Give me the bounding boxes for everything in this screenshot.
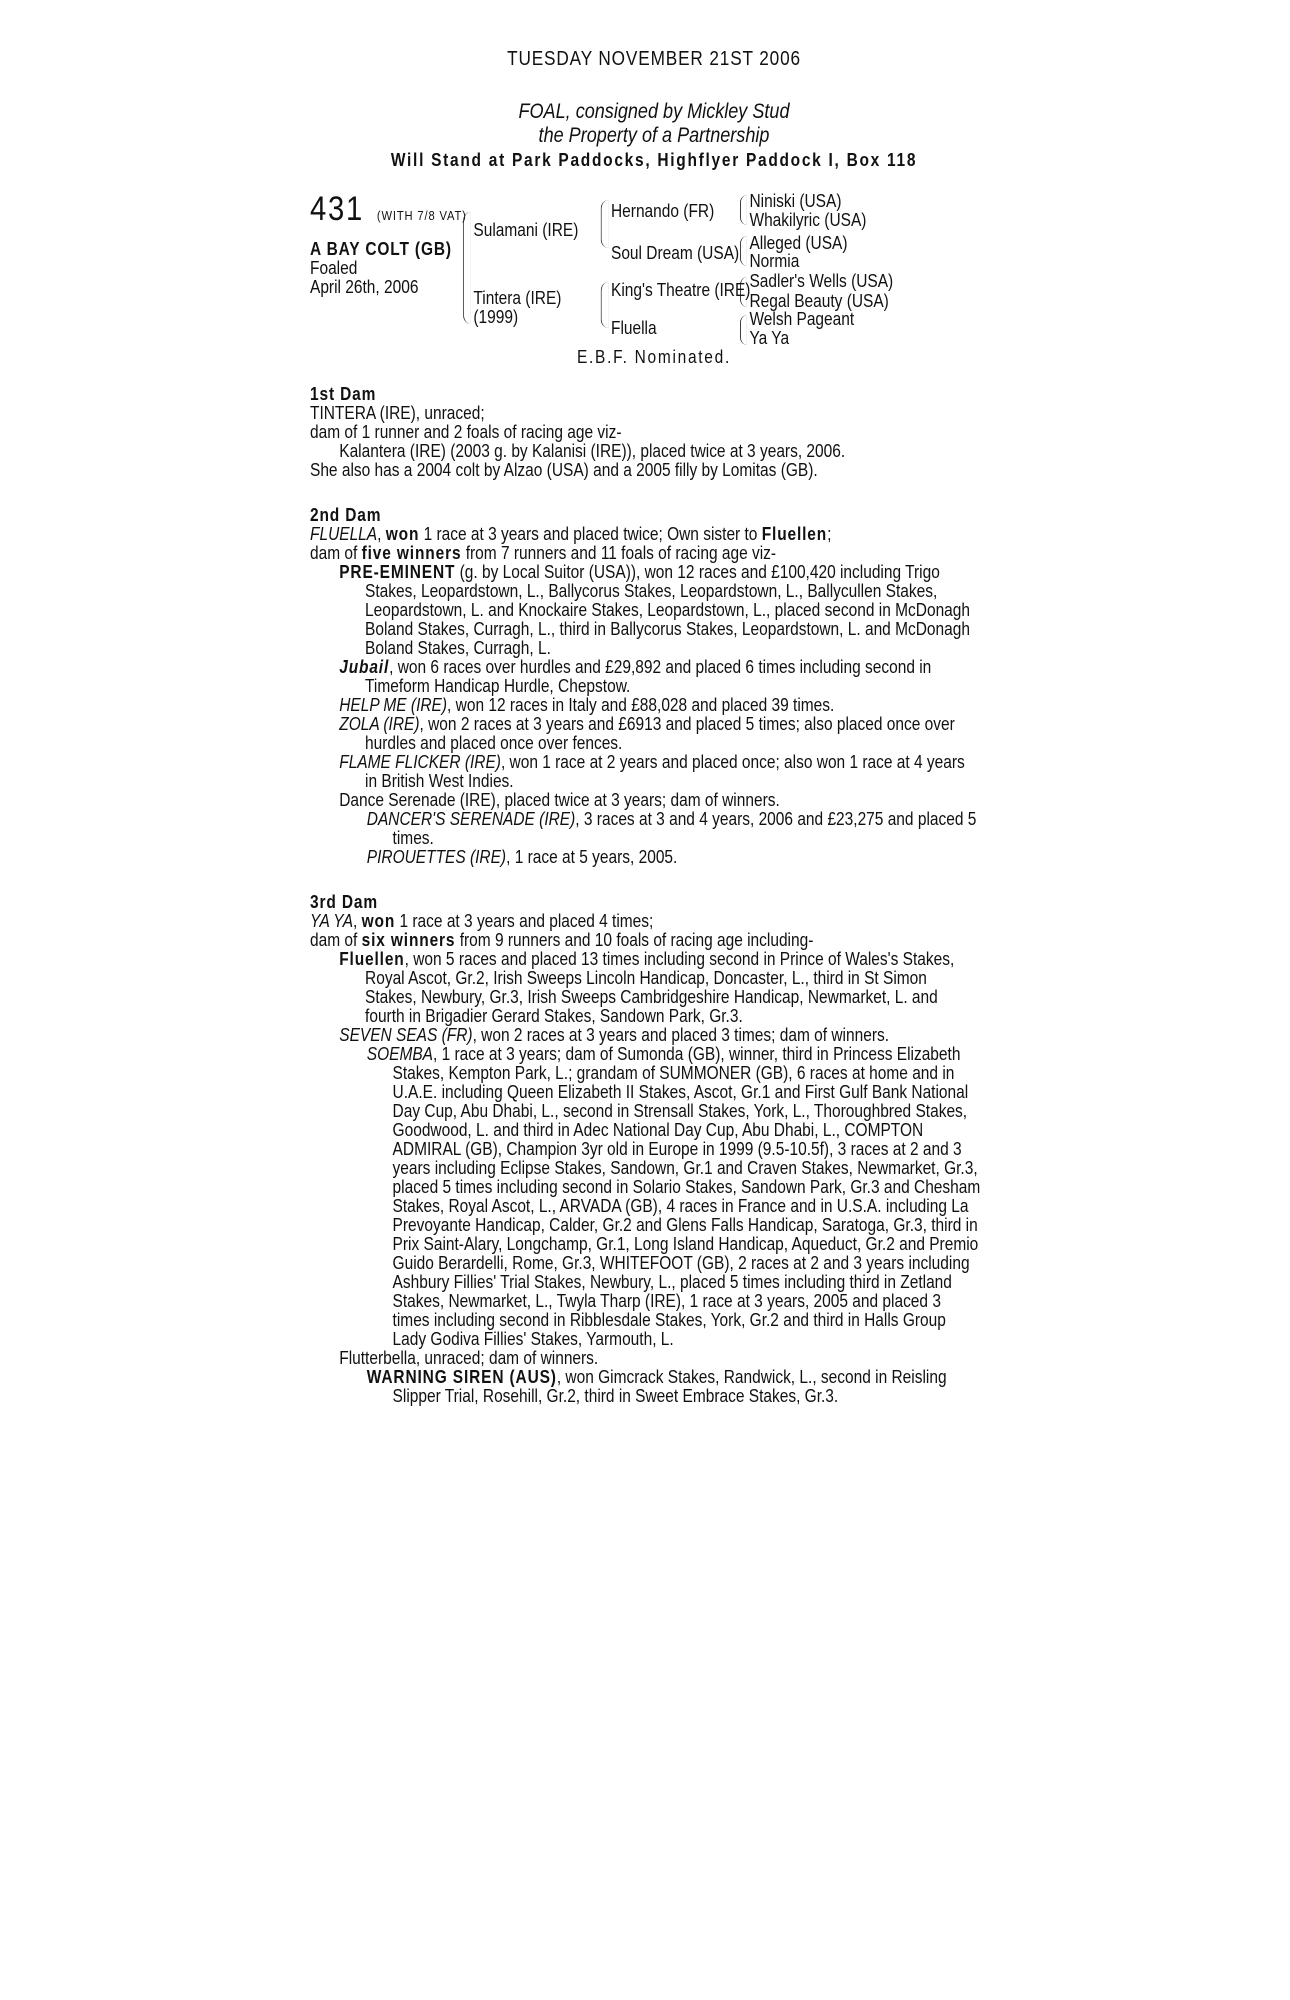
pedigree-brace [463, 212, 471, 324]
progeny-entry: Dance Serenade (IRE), placed twice at 3 years; dam of winners. [339, 790, 780, 810]
foaled-label: Foaled [310, 258, 358, 278]
second-dam-summary: dam of five winners from 7 runners and 11 foals of racing age viz- [310, 543, 777, 563]
pedigree-sire: Sulamani (IRE) [473, 220, 579, 240]
first-dam-heading: 1st Dam [310, 384, 377, 404]
stand-location: Will Stand at Park Paddocks, Highflyer Paddock I, Box 118 [390, 150, 918, 170]
lot-header [310, 190, 467, 229]
third-dam-intro: YA YA, won 1 race at 3 years and placed 4 times; [310, 911, 654, 931]
horse-name: A BAY COLT (GB) [310, 239, 452, 259]
pedigree-ds: King's Theatre (IRE) [611, 280, 751, 300]
progeny-entry: PRE-EMINENT (g. by Local Suitor (USA)), won 12 races and £100,420 including Trigo Stakes, Leopardstown, L., Ballycorus Stakes, Leopardstown, L., Ballycullen Stakes, Leopardstown, L. and Knockaire Stakes, Leopardstown, L., placed second in McDonagh Boland Stakes, Curragh, L., third in Ballycorus Stakes, Leopardstown, L. and McDonagh Boland Stakes, Curragh, L. [339, 562, 971, 658]
foaled-date: April 26th, 2006 [310, 277, 419, 297]
pedigree-brace [601, 200, 609, 248]
progeny-entry: SEVEN SEAS (FR), won 2 races at 3 years and placed 3 times; dam of winners. [339, 1025, 890, 1045]
pedigree-dam: Tintera (IRE) [473, 288, 562, 308]
grand-progeny-entry: DANCER'S SERENADE (IRE), 3 races at 3 and 4 years, 2006 and £23,275 and placed 5 times. [366, 809, 977, 848]
first-dam-progeny: Kalantera (IRE) (2003 g. by Kalanisi (IRE)), placed twice at 3 years, 2006. [339, 441, 846, 461]
lot-number: 431 [310, 190, 364, 228]
third-dam-summary: dam of six winners from 9 runners and 10 foals of racing age including- [310, 930, 814, 950]
progeny-entry: HELP ME (IRE), won 12 races in Italy and £88,028 and placed 39 times. [339, 695, 835, 715]
pedigree-sdd: Normia [749, 251, 800, 271]
progeny-entry: Jubail, won 6 races over hurdles and £29,892 and placed 6 times including second in Timeform Handicap Hurdle, Chepstow. [339, 657, 932, 696]
grand-progeny-entry: WARNING SIREN (AUS), won Gimcrack Stakes, Randwick, L., second in Reisling Slipper Trial, Rosehill, Gr.2, third in Sweet Embrace Stakes, Gr.3. [366, 1367, 947, 1406]
pedigree-sss: Niniski (USA) [749, 191, 842, 211]
grand-progeny-entry: PIROUETTES (IRE), 1 race at 5 years, 2005. [366, 847, 678, 867]
pedigree-dsd: Regal Beauty (USA) [749, 291, 889, 311]
pedigree-ddd: Ya Ya [749, 328, 790, 348]
pedigree-sd: Soul Dream (USA) [611, 243, 740, 263]
pedigree-dd: Fluella [611, 318, 657, 338]
vat-note: (WITH 7/8 VAT) [376, 208, 467, 223]
third-dam-heading: 3rd Dam [310, 892, 378, 912]
pedigree-brace [601, 282, 609, 328]
ebf-note: E.B.F. Nominated. [576, 347, 731, 367]
pedigree-brace [740, 315, 747, 345]
pedigree-dds: Welsh Pageant [749, 309, 855, 329]
second-dam-intro: FLUELLA, won 1 race at 3 years and placed twice; Own sister to Fluellen; [310, 524, 832, 544]
progeny-entry: ZOLA (IRE), won 2 races at 3 years and £6913 and placed 5 times; also placed once over hurdles and placed once over fences. [339, 714, 955, 753]
second-dam-heading: 2nd Dam [310, 505, 382, 525]
progeny-entry: FLAME FLICKER (IRE), won 1 race at 2 years and placed once; also won 1 race at 4 years in British West Indies. [339, 752, 965, 791]
property-line: the Property of a Partnership [538, 124, 770, 147]
pedigree-dam-year: (1999) [473, 307, 519, 327]
progeny-entry: Flutterbella, unraced; dam of winners. [339, 1348, 599, 1368]
horse-info [310, 240, 452, 297]
sale-date: TUESDAY NOVEMBER 21ST 2006 [507, 48, 801, 70]
pedigree-dss: Sadler's Wells (USA) [749, 271, 894, 291]
grand-progeny-entry: SOEMBA, 1 race at 3 years; dam of Sumonda (GB), winner, third in Princess Elizabeth Stakes, Kempton Park, L.; grandam of SUMMONER (GB), 6 races at home and in U.A.E. including Queen Elizabeth II Stakes, Ascot, Gr.1 and First Gulf Bank National Day Cup, Abu Dhabi, L., second in Strensall Stakes, York, L., Thoroughbred Stakes, Goodwood, L. and third in Adec National Day Cup, Abu Dhabi, L., COMPTON ADMIRAL (GB), Champion 3yr old in Europe in 1999 (9.5-10.5f), 3 races at 2 and 3 years including Eclipse Stakes, Sandown, Gr.1 and Craven Stakes, Newmarket, Gr.3, placed 5 times including second in Solario Stakes, Sandown Park, Gr.3 and Chesham Stakes, Royal Ascot, L., ARVADA (GB), 4 races in France and in U.S.A. including La Prevoyante Handicap, Calder, Gr.2 and Glens Falls Handicap, Saratoga, Gr.3, third in Prix Saint-Alary, Longchamp, Gr.1, Long Island Handicap, Aqueduct, Gr.2 and Premio Guido Berardelli, Rome, Gr.3, WHITEFOOT (GB), 2 races at 2 and 3 years including Ashbury Fillies' Trial Stakes, Newbury, L., placed 5 times including third in Zetland Stakes, Newmarket, L., Twyla Tharp (IRE), 1 race at 3 years, 2005 and placed 3 times including second in Ribblesdale Stakes, York, Gr.2 and third in Halls Group Lady Godiva Fillies' Stakes, Yarmouth, L. [366, 1044, 981, 1349]
first-dam-line: She also has a 2004 colt by Alzao (USA) and a 2005 filly by Lomitas (GB). [310, 460, 818, 480]
consignor-line: FOAL, consigned by Mickley Stud [518, 100, 790, 123]
consignment [310, 100, 998, 148]
pedigree-sds: Alleged (USA) [749, 233, 848, 253]
pedigree-ssd: Whakilyric (USA) [749, 210, 867, 230]
pedigree-brace [740, 236, 747, 266]
first-dam-line: TINTERA (IRE), unraced; [310, 403, 485, 423]
pedigree-brace [740, 195, 747, 225]
pedigree-ss: Hernando (FR) [611, 201, 715, 221]
progeny-entry: Fluellen, won 5 races and placed 13 times including second in Prince of Wales's Stakes, Royal Ascot, Gr.2, Irish Sweeps Lincoln Handicap, Doncaster, L., third in St Simon Stakes, Newbury, Gr.3, Irish Sweeps Cambridgeshire Handicap, Newmarket, L. and fourth in Brigadier Gerard Stakes, Sandown Park, Gr.3. [339, 949, 955, 1026]
catalogue-body [310, 385, 981, 1406]
first-dam-line: dam of 1 runner and 2 foals of racing age viz- [310, 422, 622, 442]
